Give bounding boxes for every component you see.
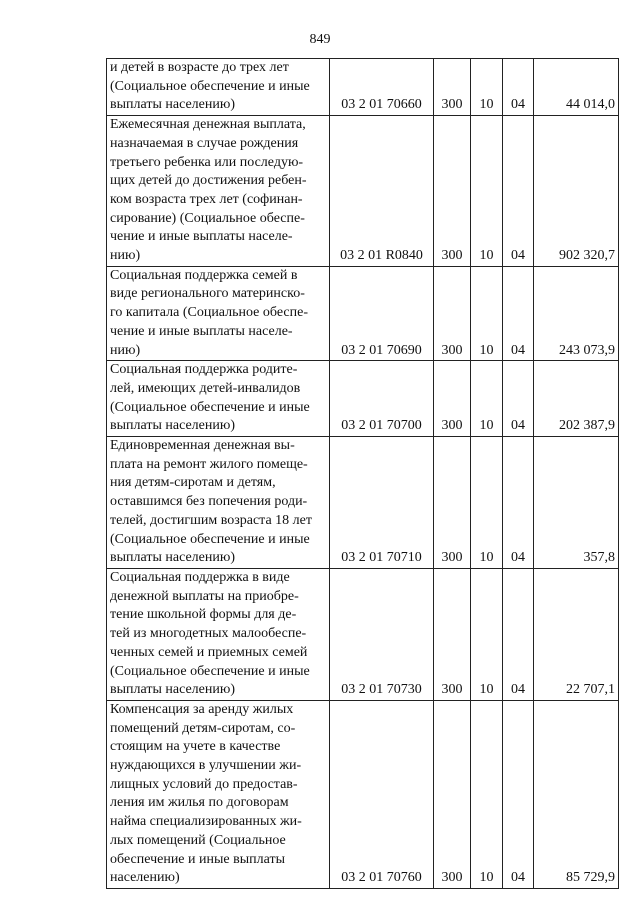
section-cell: 10 [471,437,503,569]
expense-name-line: виде регионального материнско- [110,286,305,302]
subsection-cell: 04 [503,266,534,361]
page-number: 849 [309,32,331,47]
section-cell: 10 [471,116,503,267]
expense-name-cell [107,700,330,888]
expense-name-line: щих детей до достижения ребен- [110,173,307,189]
section-cell: 10 [471,59,503,116]
expense-name-line: сирование) (Социальное обеспе- [110,210,305,226]
expense-name-line: назначаемая в случае рождения [110,135,299,151]
expense-name-line: (Социальное обеспечение и иные [110,531,310,547]
subsection-cell: 04 [503,361,534,437]
budget-table-body [107,59,619,889]
expense-name-line: населению) [110,870,180,886]
expense-name-cell [107,59,330,116]
table-row [107,700,619,888]
expense-name-cell [107,116,330,267]
expense-name-line: лых помещений (Социальное [110,832,286,848]
expense-name-line: выплаты населению) [110,418,235,434]
expense-name-line: плата на ремонт жилого помеще- [110,456,308,472]
expense-type-cell: 300 [434,266,471,361]
expense-name-line: чение и иные выплаты населе- [110,323,293,339]
section-cell: 10 [471,361,503,437]
expense-name-line: Компенсация за аренду жилых [110,701,294,717]
table-row [107,437,619,569]
expense-name-cell [107,266,330,361]
table-row [107,266,619,361]
expense-type-cell: 300 [434,437,471,569]
expense-name-line: нию) [110,248,141,264]
subsection-cell: 04 [503,437,534,569]
expense-type-cell: 300 [434,361,471,437]
expense-name-line: ком возраста трех лет (софинан- [110,191,303,207]
budget-table [106,58,619,889]
expense-name-cell [107,361,330,437]
amount-cell: 357,8 [534,437,619,569]
expense-name-line: Социальная поддержка в виде [110,569,290,585]
table-row [107,59,619,116]
subsection-cell: 04 [503,568,534,700]
subsection-cell: 04 [503,116,534,267]
expense-name-line: Социальная поддержка семей в [110,267,298,283]
expense-name-line: найма специализированных жи- [110,814,302,830]
expense-name-line: тение школьной формы для де- [110,607,297,623]
amount-cell: 85 729,9 [534,700,619,888]
expense-name-cell [107,568,330,700]
expense-name-line: выплаты населению) [110,682,235,698]
target-article-code-cell: 03 2 01 70760 [330,700,434,888]
expense-name-line: нуждающихся в улучшении жи- [110,758,302,774]
expense-name-line: (Социальное обеспечение и иные [110,399,310,415]
expense-name-line: лей, имеющих детей-инвалидов [110,380,301,396]
expense-name-line: (Социальное обеспечение и иные [110,663,310,679]
expense-name-line: помещений детям-сиротам, со- [110,720,296,736]
target-article-code-cell: 03 2 01 70660 [330,59,434,116]
expense-name-line: обеспечение и иные выплаты [110,851,285,867]
expense-name-line: (Социальное обеспечение и иные [110,78,310,94]
subsection-cell: 04 [503,700,534,888]
expense-name-line: третьего ребенка или последую- [110,154,304,170]
expense-name-line: Ежемесячная денежная выплата, [110,117,306,133]
expense-name-line: выплаты населению) [110,550,235,566]
expense-name-line: го капитала (Социальное обеспе- [110,305,308,321]
amount-cell: 243 073,9 [534,266,619,361]
amount-cell: 22 707,1 [534,568,619,700]
section-cell: 10 [471,266,503,361]
expense-name-line: ления им жилья по договорам [110,795,289,811]
amount-cell: 202 387,9 [534,361,619,437]
amount-cell: 902 320,7 [534,116,619,267]
expense-name-line: денежной выплаты на приобре- [110,588,299,604]
expense-name-line: ния детям-сиротам и детям, [110,475,276,491]
expense-name-line: чение и иные выплаты населе- [110,229,293,245]
expense-name-line: и детей в возрасте до трех лет [110,60,289,75]
target-article-code-cell: 03 2 01 70700 [330,361,434,437]
target-article-code-cell: 03 2 01 70710 [330,437,434,569]
target-article-code-cell: 03 2 01 70690 [330,266,434,361]
expense-name-line: ченных семей и приемных семей [110,644,308,660]
expense-type-cell: 300 [434,59,471,116]
expense-type-cell: 300 [434,116,471,267]
expense-type-cell: 300 [434,568,471,700]
expense-name-line: оставшимся без попечения роди- [110,494,308,510]
subsection-cell: 04 [503,59,534,116]
expense-type-cell: 300 [434,700,471,888]
target-article-code-cell: 03 2 01 R0840 [330,116,434,267]
section-cell: 10 [471,568,503,700]
expense-name-line: выплаты населению) [110,97,235,113]
expense-name-line: лищных условий до предостав- [110,776,298,792]
expense-name-line: стоящим на учете в качестве [110,739,281,755]
target-article-code-cell: 03 2 01 70730 [330,568,434,700]
table-row [107,361,619,437]
table-row [107,116,619,267]
expense-name-line: нию) [110,342,141,358]
expense-name-line: Социальная поддержка родите- [110,362,298,378]
expense-name-line: тей из многодетных малообеспе- [110,626,307,642]
expense-name-cell [107,437,330,569]
amount-cell: 44 014,0 [534,59,619,116]
table-row [107,568,619,700]
section-cell: 10 [471,700,503,888]
expense-name-line: Единовременная денежная вы- [110,438,295,454]
expense-name-line: телей, достигшим возраста 18 лет [110,512,312,528]
